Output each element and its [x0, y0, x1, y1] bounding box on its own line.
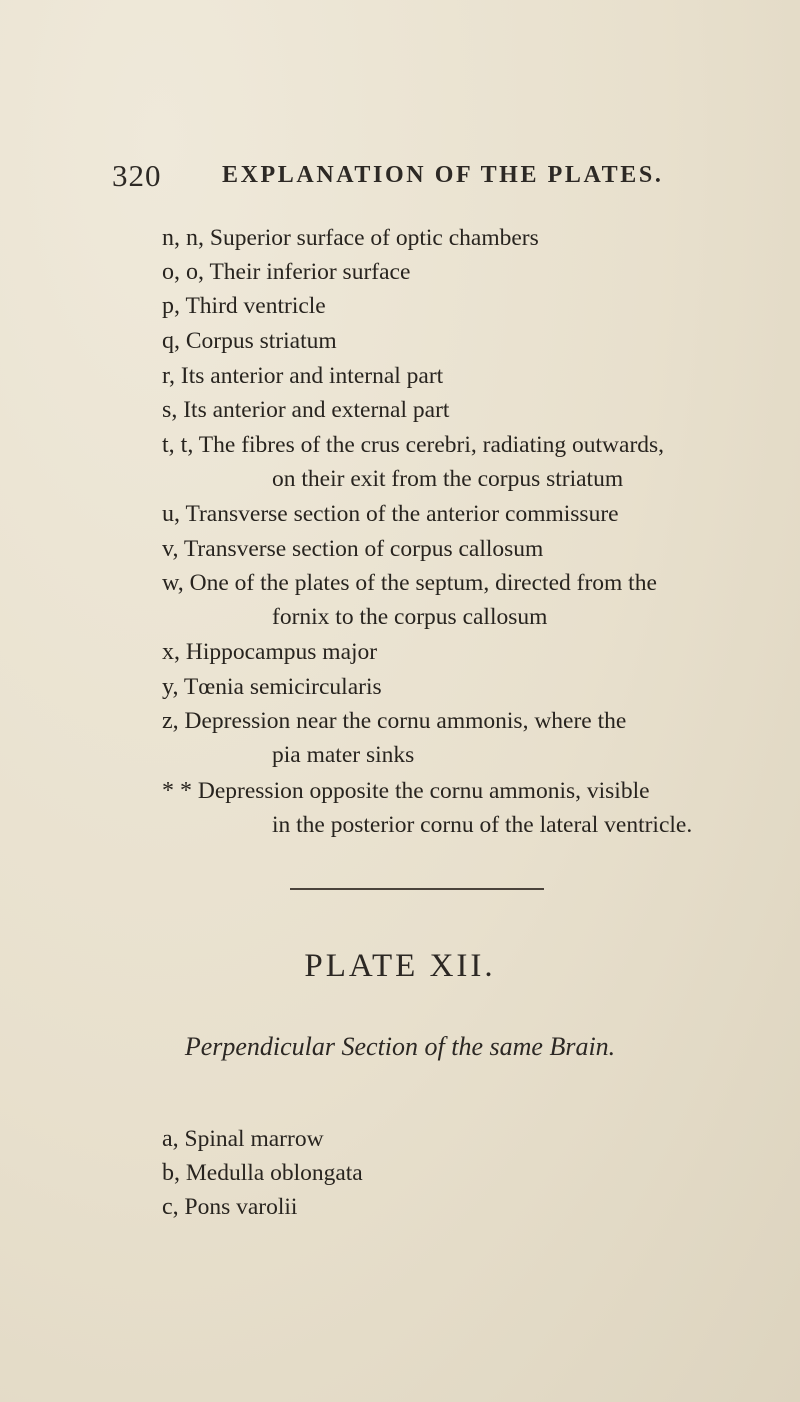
list-item: [162, 636, 752, 669]
section-divider: [290, 888, 544, 890]
entry-key: a,: [162, 1126, 179, 1152]
entry-text: Superior surface of optic chambers: [209, 225, 539, 251]
entry-text: The fibres of the crus cerebri, radiating outwards,: [198, 432, 665, 458]
page-header: [112, 158, 672, 198]
entry-text: Spinal marrow: [184, 1126, 324, 1152]
list-item: [162, 394, 752, 427]
entry-key: t, t,: [162, 432, 194, 458]
entry-continuation: in the posterior cornu of the lateral ventricle.: [272, 812, 693, 838]
list-item: [162, 1191, 752, 1224]
entry-text: Depression opposite the cornu ammonis, visible: [197, 778, 650, 804]
entry-key: s,: [162, 397, 178, 423]
entry-key: b,: [162, 1160, 180, 1186]
entry-text: Third ventricle: [185, 293, 326, 319]
list-item: [162, 325, 752, 358]
entry-text: Tœnia semicircularis: [183, 674, 382, 700]
entry-key: q,: [162, 328, 180, 354]
entry-key: y,: [162, 674, 179, 700]
list-item: [162, 429, 752, 492]
entry-text: Corpus striatum: [185, 328, 337, 354]
page-number: 320: [112, 158, 162, 193]
list-item: [162, 360, 752, 393]
entry-text: Depression near the cornu ammonis, where the: [184, 708, 627, 734]
entry-text: Medulla oblongata: [185, 1160, 363, 1186]
running-head: EXPLANATION OF THE PLATES.: [222, 162, 664, 188]
entry-key: c,: [162, 1194, 179, 1220]
entry-text: One of the plates of the septum, directed from the: [189, 570, 657, 596]
entry-key: * *: [162, 778, 192, 804]
entry-text: Its anterior and internal part: [180, 363, 444, 389]
entry-text: Their inferior surface: [209, 259, 411, 285]
entry-key: r,: [162, 363, 176, 389]
plate-title: PLATE XII.: [304, 948, 496, 984]
entry-text: Transverse section of the anterior commissure: [185, 501, 619, 527]
entry-text: Pons varolii: [184, 1194, 298, 1220]
entry-key: x,: [162, 639, 180, 665]
list-item: [162, 1123, 752, 1156]
list-item: [162, 1157, 752, 1190]
list-item: [162, 705, 752, 768]
entry-key: u,: [162, 501, 180, 527]
entry-continuation: on their exit from the corpus striatum: [272, 466, 624, 492]
list-item: [162, 775, 752, 838]
entry-key: n, n,: [162, 225, 204, 251]
entry-key: z,: [162, 708, 179, 734]
list-item: [162, 222, 752, 255]
list-item: [162, 671, 752, 704]
entry-continuation: pia mater sinks: [272, 742, 415, 768]
entry-key: v,: [162, 536, 179, 562]
list-item: [162, 498, 752, 531]
entry-text: Its anterior and external part: [183, 397, 450, 423]
plate-subtitle: Perpendicular Section of the same Brain.: [184, 1032, 616, 1061]
entry-text: Hippocampus major: [185, 639, 378, 665]
list-item: [162, 567, 752, 630]
list-item: [162, 256, 752, 289]
list-item: [162, 533, 752, 566]
entry-key: w,: [162, 570, 184, 596]
entry-key: p,: [162, 293, 180, 319]
entry-text: Transverse section of corpus callosum: [183, 536, 544, 562]
list-item: [162, 290, 752, 323]
entry-key: o, o,: [162, 259, 204, 285]
entry-continuation: fornix to the corpus callosum: [272, 604, 548, 630]
